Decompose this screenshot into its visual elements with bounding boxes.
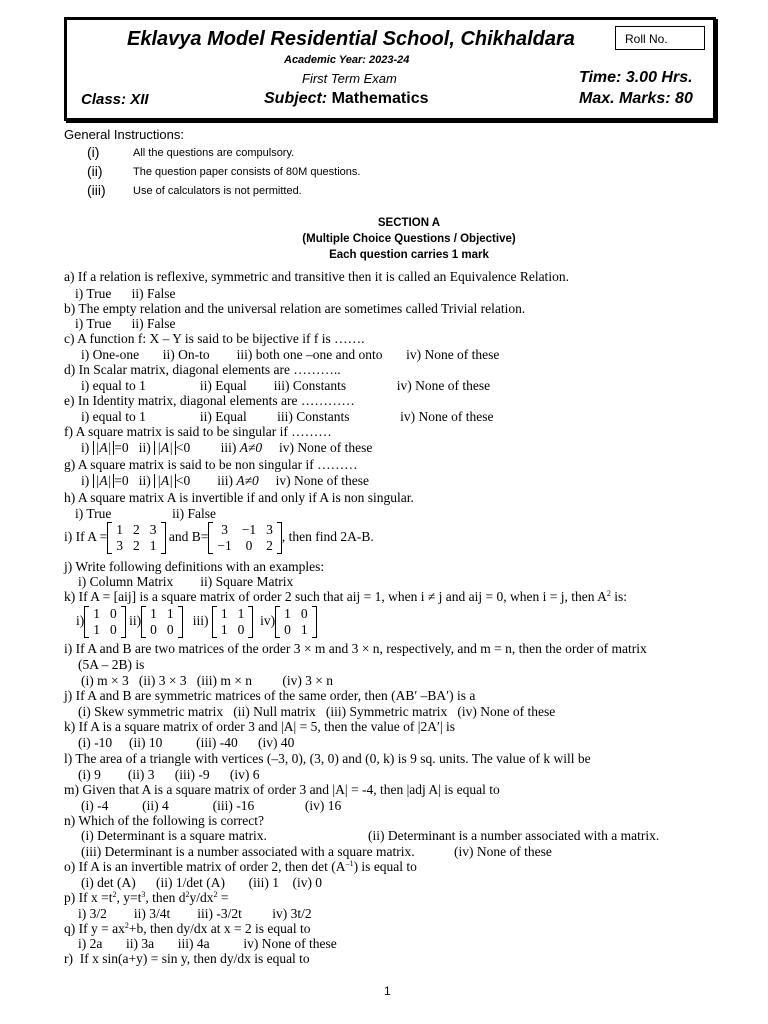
subject-label: Subject: [264,90,328,107]
option-label: i) [81,440,90,455]
matrix-cell: 1 [116,522,123,537]
matrix-cell: 1 [300,622,308,637]
question-d-options: i) equal to 1 ii) Equal iii) Constants iv) None of these [81,378,491,393]
question-i2-options: (i) m × 3 (ii) 3 × 3 (iii) m × n (iv) 3 × n [81,673,334,688]
instruction-text: All the questions are compulsory. [133,147,295,159]
question-i-prefix: i) If A = [64,529,108,545]
option-label: iii) [220,440,237,455]
determinant-a: |A| [93,441,115,455]
max-marks: Max. Marks: 80 [579,90,693,107]
section-marks-note: Each question carries 1 mark [329,249,489,261]
matrix-cell: 0 [245,538,253,553]
class-label: Class: XII [81,91,149,108]
question-n-option-3: (iii) Determinant is a number associated with a square matrix. [81,844,415,859]
exam-name: First Term Exam [302,71,397,86]
question-h-options: i) True ii) False [75,506,217,521]
matrix-cell: 1 [149,538,157,553]
matrix-cell: 0 [284,622,291,637]
option-label: i) [81,473,90,488]
matrix-cell: 2 [133,538,140,553]
instruction-number: (iii) [87,182,106,198]
section-subtitle: (Multiple Choice Questions / Objective) [302,233,516,245]
subject-value: Mathematics [331,90,429,107]
question-k-text: k) If A = [aij] is a square matrix of order 2 such that aij = 1, when i ≠ j and aij = 0, when i = j, then A [64,589,607,604]
question-b: b) The empty relation and the universal relation are sometimes called Trivial relation. [64,301,526,316]
option-label: ii) [138,473,151,488]
question-g-options [81,473,369,489]
superscript: –1 [345,859,354,868]
question-m: m) Given that A is a square matrix of order 3 and |A| = -4, then |adj A| is equal to [64,782,500,797]
question-b-options: i) True ii) False [75,316,176,331]
question-k-options [76,606,317,638]
question-l-options: (i) 9 (ii) 3 (iii) -9 (iv) 6 [78,767,260,782]
question-j2: j) If A and B are symmetric matrices of the same order, then (AB′ –BA′) is a [64,688,476,703]
matrix-cell: 1 [150,606,157,621]
determinant-a: |A| [154,441,176,455]
question-k [64,589,627,605]
text: p) If x =t [64,890,113,905]
option-label: ii) [129,613,142,629]
question-n-option-4: (iv) None of these [454,844,552,859]
question-i2-continued: (5A – 2B) is [78,657,145,672]
option-label: i) [76,613,85,629]
superscript: 2 [606,589,611,598]
matrix-cell: 0 [110,622,117,637]
question-f-options [81,440,372,456]
option-label: iii) [217,473,233,488]
matrix-cell: 3 [266,522,273,537]
question-i2: i) If A and B are two matrices of the order 3 × m and 3 × n, respectively, and m = n, then the order of matrix [64,641,647,656]
option-label: iii) [192,613,209,629]
option-matrix [275,606,317,638]
option-matrix [141,606,183,638]
matrix-cell: 1 [237,606,245,621]
roll-no-box: Roll No. [615,26,705,50]
matrix-cell: 1 [220,622,228,637]
instructions-title: General Instructions: [64,127,184,142]
matrix-cell: −1 [217,538,232,553]
matrix-cell: 2 [266,538,273,553]
page-number: 1 [384,984,391,998]
question-k2-options: (i) -10 (ii) 10 (iii) -40 (iv) 40 [78,735,295,750]
question-j: j) Write following definitions with an examples: [64,559,325,574]
question-m-options: (i) -4 (ii) 4 (iii) -16 (iv) 16 [81,798,342,813]
matrix-cell: 0 [166,622,174,637]
instruction-text: The question paper consists of 80M questions. [133,166,361,178]
subject [264,90,429,108]
question-n: n) Which of the following is correct? [64,813,264,828]
text: y/dx [189,890,214,905]
question-a: a) If a relation is reflexive, symmetric and transitive then it is called an Equivalence Relation. [64,269,569,284]
question-c-options: i) One-one ii) On-to iii) both one –one and onto iv) None of these [81,347,500,362]
instruction-number: (i) [87,144,100,160]
option-matrix [212,606,254,638]
question-j-options: i) Column Matrix ii) Square Matrix [78,574,294,589]
question-o [64,859,417,875]
matrix-cell: 1 [284,606,291,621]
question-e-options: i) equal to 1 ii) Equal iii) Constants iv) None of these [81,409,494,424]
superscript: 2 [112,890,117,899]
matrix-cell: 0 [110,606,117,621]
option-value: =0 [114,440,129,455]
text: +b, then dy/dx at x = 2 is equal to [128,921,311,936]
question-j2-options: (i) Skew symmetric matrix (ii) Null matrix (iii) Symmetric matrix (iv) None of these [78,704,556,719]
matrix-cell: 3 [116,538,123,553]
question-o-options: (i) det (A) (ii) 1/det (A) (iii) 1 (iv) 0 [81,875,323,890]
superscript: 2 [213,890,218,899]
determinant-a: |A| [154,474,176,488]
superscript: 2 [185,890,190,899]
question-r: r) If x sin(a+y) = sin y, then dy/dx is equal to [64,951,310,966]
matrix-b [208,522,282,554]
text: = [217,890,229,905]
question-o-suffix: ) is equal to [353,859,417,874]
option-value: A≠0 [236,473,259,488]
matrix-cell: 1 [220,606,228,621]
matrix-cell: 0 [237,622,245,637]
question-d: d) In Scalar matrix, diagonal elements are ……….. [64,362,341,377]
option-value: =0 [114,473,129,488]
question-q-options: i) 2a ii) 3a iii) 4a iv) None of these [78,936,337,951]
academic-year: Academic Year: 2023-24 [284,54,410,66]
option-label: iv) [260,613,276,629]
question-i-suffix: , then find 2A-B. [281,529,374,545]
question-q [64,921,311,937]
text: , y=t [116,890,142,905]
option-value: A≠0 [239,440,263,455]
question-h: h) A square matrix A is invertible if and only if A is non singular. [64,490,414,505]
section-title: SECTION A [377,217,441,229]
text: q) If y = ax [64,921,125,936]
matrix-cell: 3 [221,522,228,537]
question-p-options: i) 3/2 ii) 3/4t iii) -3/2t iv) 3t/2 [78,906,312,921]
matrix-cell: 1 [93,622,100,637]
question-i [64,522,374,554]
question-i-mid: and B= [168,529,209,545]
matrix-cell: 1 [93,606,100,621]
question-c: c) A function f: X – Y is said to be bijective if f is ……. [64,331,365,346]
option-label: iv) None of these [275,473,369,488]
matrix-cell: −1 [241,522,257,537]
superscript: 3 [141,890,146,899]
option-label: iv) None of these [279,440,373,455]
question-l: l) The area of a triangle with vertices (–3, 0), (3, 0) and (0, k) is 9 sq. units. The value of k will be [64,751,591,766]
question-n-option-2: (ii) Determinant is a number associated with a matrix. [368,828,660,843]
question-o-text: o) If A is an invertible matrix of order 2, then det (A [64,859,346,874]
determinant-a: |A| [93,474,115,488]
question-e: e) In Identity matrix, diagonal elements are ………… [64,393,355,408]
instruction-number: (ii) [87,163,103,179]
option-label: ii) [138,440,151,455]
matrix-cell: 1 [166,606,174,621]
option-value: <0 [175,440,191,455]
instruction-text: Use of calculators is not permitted. [133,185,302,197]
superscript: 2 [124,921,129,930]
option-matrix [84,606,126,638]
question-f: f) A square matrix is said to be singular if ……… [64,424,332,439]
question-a-options: i) True ii) False [75,286,176,301]
matrix-cell: 0 [150,622,157,637]
option-value: <0 [175,473,191,488]
question-p [64,890,229,906]
question-k-suffix: is: [610,589,628,604]
question-k2: k) If A is a square matrix of order 3 and |A| = 5, then the value of |2A′| is [64,719,456,734]
question-g: g) A square matrix is said to be non singular if ……… [64,457,358,472]
matrix-a [107,522,165,554]
school-name: Eklavya Model Residential School, Chikhaldara [127,28,575,50]
exam-time: Time: 3.00 Hrs. [579,69,693,86]
matrix-cell: 2 [133,522,140,537]
text: , then d [145,890,186,905]
question-n-option-1: (i) Determinant is a square matrix. [81,828,267,843]
matrix-cell: 0 [300,606,308,621]
matrix-cell: 3 [149,522,157,537]
